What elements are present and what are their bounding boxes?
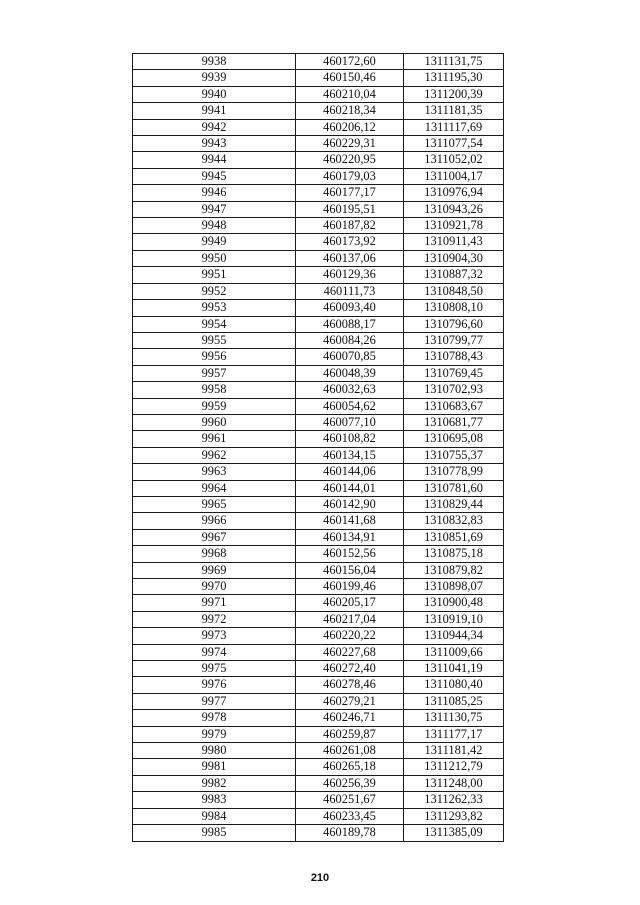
point-number-cell: 9939	[133, 70, 296, 86]
point-number-cell: 9970	[133, 579, 296, 595]
x-coordinate-cell: 460032,63	[296, 382, 404, 398]
y-coordinate-cell: 1311085,25	[404, 693, 504, 709]
x-coordinate-cell: 460229,31	[296, 136, 404, 152]
point-number-cell: 9973	[133, 628, 296, 644]
point-number-cell: 9944	[133, 152, 296, 168]
point-number-cell: 9971	[133, 595, 296, 611]
y-coordinate-cell: 1310778,99	[404, 464, 504, 480]
point-number-cell: 9958	[133, 382, 296, 398]
point-number-cell: 9983	[133, 792, 296, 808]
point-number-cell: 9963	[133, 464, 296, 480]
y-coordinate-cell: 1310702,93	[404, 382, 504, 398]
y-coordinate-cell: 1310919,10	[404, 611, 504, 627]
x-coordinate-cell: 460217,04	[296, 611, 404, 627]
table-row	[133, 398, 504, 414]
table-row	[133, 349, 504, 365]
y-coordinate-cell: 1311212,79	[404, 759, 504, 775]
x-coordinate-cell: 460144,01	[296, 480, 404, 496]
point-number-cell: 9960	[133, 414, 296, 430]
table-row	[133, 579, 504, 595]
table-row	[133, 300, 504, 316]
x-coordinate-cell: 460179,03	[296, 168, 404, 184]
x-coordinate-cell: 460077,10	[296, 414, 404, 430]
point-number-cell: 9942	[133, 119, 296, 135]
y-coordinate-cell: 1311195,30	[404, 70, 504, 86]
y-coordinate-cell: 1310887,32	[404, 267, 504, 283]
table-row	[133, 234, 504, 250]
table-row	[133, 759, 504, 775]
y-coordinate-cell: 1311117,69	[404, 119, 504, 135]
table-row	[133, 513, 504, 529]
table-row	[133, 480, 504, 496]
point-number-cell: 9941	[133, 103, 296, 119]
x-coordinate-cell: 460093,40	[296, 300, 404, 316]
x-coordinate-cell: 460177,17	[296, 185, 404, 201]
y-coordinate-cell: 1311080,40	[404, 677, 504, 693]
point-number-cell: 9955	[133, 332, 296, 348]
table-row	[133, 562, 504, 578]
table-row	[133, 152, 504, 168]
point-number-cell: 9972	[133, 611, 296, 627]
coordinates-table	[132, 53, 504, 842]
x-coordinate-cell: 460218,34	[296, 103, 404, 119]
table-row	[133, 644, 504, 660]
table-row	[133, 168, 504, 184]
x-coordinate-cell: 460048,39	[296, 365, 404, 381]
y-coordinate-cell: 1310898,07	[404, 579, 504, 595]
y-coordinate-cell: 1310921,78	[404, 218, 504, 234]
y-coordinate-cell: 1310681,77	[404, 414, 504, 430]
y-coordinate-cell: 1310944,34	[404, 628, 504, 644]
x-coordinate-cell: 460150,46	[296, 70, 404, 86]
x-coordinate-cell: 460070,85	[296, 349, 404, 365]
point-number-cell: 9954	[133, 316, 296, 332]
point-number-cell: 9943	[133, 136, 296, 152]
table-row	[133, 103, 504, 119]
point-number-cell: 9964	[133, 480, 296, 496]
y-coordinate-cell: 1310799,77	[404, 332, 504, 348]
point-number-cell: 9947	[133, 201, 296, 217]
table-row	[133, 185, 504, 201]
x-coordinate-cell: 460205,17	[296, 595, 404, 611]
point-number-cell: 9949	[133, 234, 296, 250]
y-coordinate-cell: 1310788,43	[404, 349, 504, 365]
table-row	[133, 743, 504, 759]
y-coordinate-cell: 1310796,60	[404, 316, 504, 332]
point-number-cell: 9962	[133, 447, 296, 463]
point-number-cell: 9948	[133, 218, 296, 234]
table-row	[133, 267, 504, 283]
point-number-cell: 9956	[133, 349, 296, 365]
x-coordinate-cell: 460084,26	[296, 332, 404, 348]
y-coordinate-cell: 1310900,48	[404, 595, 504, 611]
x-coordinate-cell: 460279,21	[296, 693, 404, 709]
x-coordinate-cell: 460227,68	[296, 644, 404, 660]
x-coordinate-cell: 460233,45	[296, 808, 404, 824]
x-coordinate-cell: 460173,92	[296, 234, 404, 250]
x-coordinate-cell: 460220,95	[296, 152, 404, 168]
x-coordinate-cell: 460134,91	[296, 529, 404, 545]
table-row	[133, 677, 504, 693]
x-coordinate-cell: 460278,46	[296, 677, 404, 693]
y-coordinate-cell: 1311293,82	[404, 808, 504, 824]
y-coordinate-cell: 1310829,44	[404, 496, 504, 512]
point-number-cell: 9985	[133, 825, 296, 841]
point-number-cell: 9952	[133, 283, 296, 299]
point-number-cell: 9976	[133, 677, 296, 693]
point-number-cell: 9975	[133, 661, 296, 677]
point-number-cell: 9978	[133, 710, 296, 726]
y-coordinate-cell: 1310848,50	[404, 283, 504, 299]
point-number-cell: 9950	[133, 250, 296, 266]
y-coordinate-cell: 1310879,82	[404, 562, 504, 578]
table-row	[133, 825, 504, 841]
y-coordinate-cell: 1311077,54	[404, 136, 504, 152]
x-coordinate-cell: 460272,40	[296, 661, 404, 677]
y-coordinate-cell: 1310875,18	[404, 546, 504, 562]
table-row	[133, 496, 504, 512]
x-coordinate-cell: 460256,39	[296, 775, 404, 791]
table-row	[133, 595, 504, 611]
point-number-cell: 9980	[133, 743, 296, 759]
x-coordinate-cell: 460199,46	[296, 579, 404, 595]
table-row	[133, 447, 504, 463]
table-row	[133, 201, 504, 217]
table-row	[133, 546, 504, 562]
y-coordinate-cell: 1311181,35	[404, 103, 504, 119]
y-coordinate-cell: 1310943,26	[404, 201, 504, 217]
y-coordinate-cell: 1310769,45	[404, 365, 504, 381]
point-number-cell: 9965	[133, 496, 296, 512]
x-coordinate-cell: 460111,73	[296, 283, 404, 299]
point-number-cell: 9974	[133, 644, 296, 660]
table-row	[133, 119, 504, 135]
coordinates-table-body	[133, 54, 504, 842]
x-coordinate-cell: 460142,90	[296, 496, 404, 512]
y-coordinate-cell: 1310755,37	[404, 447, 504, 463]
x-coordinate-cell: 460220,22	[296, 628, 404, 644]
table-row	[133, 86, 504, 102]
table-row	[133, 332, 504, 348]
x-coordinate-cell: 460265,18	[296, 759, 404, 775]
point-number-cell: 9981	[133, 759, 296, 775]
point-number-cell: 9982	[133, 775, 296, 791]
x-coordinate-cell: 460129,36	[296, 267, 404, 283]
table-row	[133, 136, 504, 152]
x-coordinate-cell: 460137,06	[296, 250, 404, 266]
table-row	[133, 529, 504, 545]
x-coordinate-cell: 460246,71	[296, 710, 404, 726]
table-row	[133, 382, 504, 398]
y-coordinate-cell: 1311181,42	[404, 743, 504, 759]
table-row	[133, 316, 504, 332]
table-row	[133, 628, 504, 644]
y-coordinate-cell: 1310683,67	[404, 398, 504, 414]
table-row	[133, 661, 504, 677]
point-number-cell: 9951	[133, 267, 296, 283]
y-coordinate-cell: 1310832,83	[404, 513, 504, 529]
x-coordinate-cell: 460172,60	[296, 54, 404, 70]
point-number-cell: 9959	[133, 398, 296, 414]
table-row	[133, 464, 504, 480]
y-coordinate-cell: 1311131,75	[404, 54, 504, 70]
point-number-cell: 9940	[133, 86, 296, 102]
y-coordinate-cell: 1311004,17	[404, 168, 504, 184]
table-row	[133, 775, 504, 791]
table-row	[133, 726, 504, 742]
table-row	[133, 693, 504, 709]
x-coordinate-cell: 460251,67	[296, 792, 404, 808]
point-number-cell: 9945	[133, 168, 296, 184]
point-number-cell: 9953	[133, 300, 296, 316]
y-coordinate-cell: 1311130,75	[404, 710, 504, 726]
y-coordinate-cell: 1311262,33	[404, 792, 504, 808]
y-coordinate-cell: 1310976,94	[404, 185, 504, 201]
point-number-cell: 9957	[133, 365, 296, 381]
x-coordinate-cell: 460088,17	[296, 316, 404, 332]
y-coordinate-cell: 1310904,30	[404, 250, 504, 266]
x-coordinate-cell: 460156,04	[296, 562, 404, 578]
y-coordinate-cell: 1311041,19	[404, 661, 504, 677]
y-coordinate-cell: 1310911,43	[404, 234, 504, 250]
x-coordinate-cell: 460134,15	[296, 447, 404, 463]
y-coordinate-cell: 1311200,39	[404, 86, 504, 102]
x-coordinate-cell: 460195,51	[296, 201, 404, 217]
point-number-cell: 9938	[133, 54, 296, 70]
y-coordinate-cell: 1310695,08	[404, 431, 504, 447]
x-coordinate-cell: 460054,62	[296, 398, 404, 414]
table-row	[133, 710, 504, 726]
x-coordinate-cell: 460259,87	[296, 726, 404, 742]
point-number-cell: 9979	[133, 726, 296, 742]
point-number-cell: 9967	[133, 529, 296, 545]
table-row	[133, 283, 504, 299]
y-coordinate-cell: 1311177,17	[404, 726, 504, 742]
y-coordinate-cell: 1311248,00	[404, 775, 504, 791]
point-number-cell: 9969	[133, 562, 296, 578]
x-coordinate-cell: 460261,08	[296, 743, 404, 759]
table-row	[133, 218, 504, 234]
table-row	[133, 611, 504, 627]
x-coordinate-cell: 460108,82	[296, 431, 404, 447]
y-coordinate-cell: 1311009,66	[404, 644, 504, 660]
table-row	[133, 808, 504, 824]
table-row	[133, 54, 504, 70]
x-coordinate-cell: 460206,12	[296, 119, 404, 135]
x-coordinate-cell: 460187,82	[296, 218, 404, 234]
table-row	[133, 70, 504, 86]
y-coordinate-cell: 1310808,10	[404, 300, 504, 316]
point-number-cell: 9984	[133, 808, 296, 824]
table-row	[133, 250, 504, 266]
table-row	[133, 792, 504, 808]
table-row	[133, 414, 504, 430]
y-coordinate-cell: 1311385,09	[404, 825, 504, 841]
x-coordinate-cell: 460141,68	[296, 513, 404, 529]
point-number-cell: 9968	[133, 546, 296, 562]
point-number-cell: 9961	[133, 431, 296, 447]
x-coordinate-cell: 460152,56	[296, 546, 404, 562]
table-row	[133, 431, 504, 447]
x-coordinate-cell: 460210,04	[296, 86, 404, 102]
point-number-cell: 9977	[133, 693, 296, 709]
x-coordinate-cell: 460144,06	[296, 464, 404, 480]
y-coordinate-cell: 1310781,60	[404, 480, 504, 496]
table-row	[133, 365, 504, 381]
y-coordinate-cell: 1310851,69	[404, 529, 504, 545]
x-coordinate-cell: 460189,78	[296, 825, 404, 841]
point-number-cell: 9946	[133, 185, 296, 201]
y-coordinate-cell: 1311052,02	[404, 152, 504, 168]
page-number: 210	[310, 872, 330, 884]
point-number-cell: 9966	[133, 513, 296, 529]
